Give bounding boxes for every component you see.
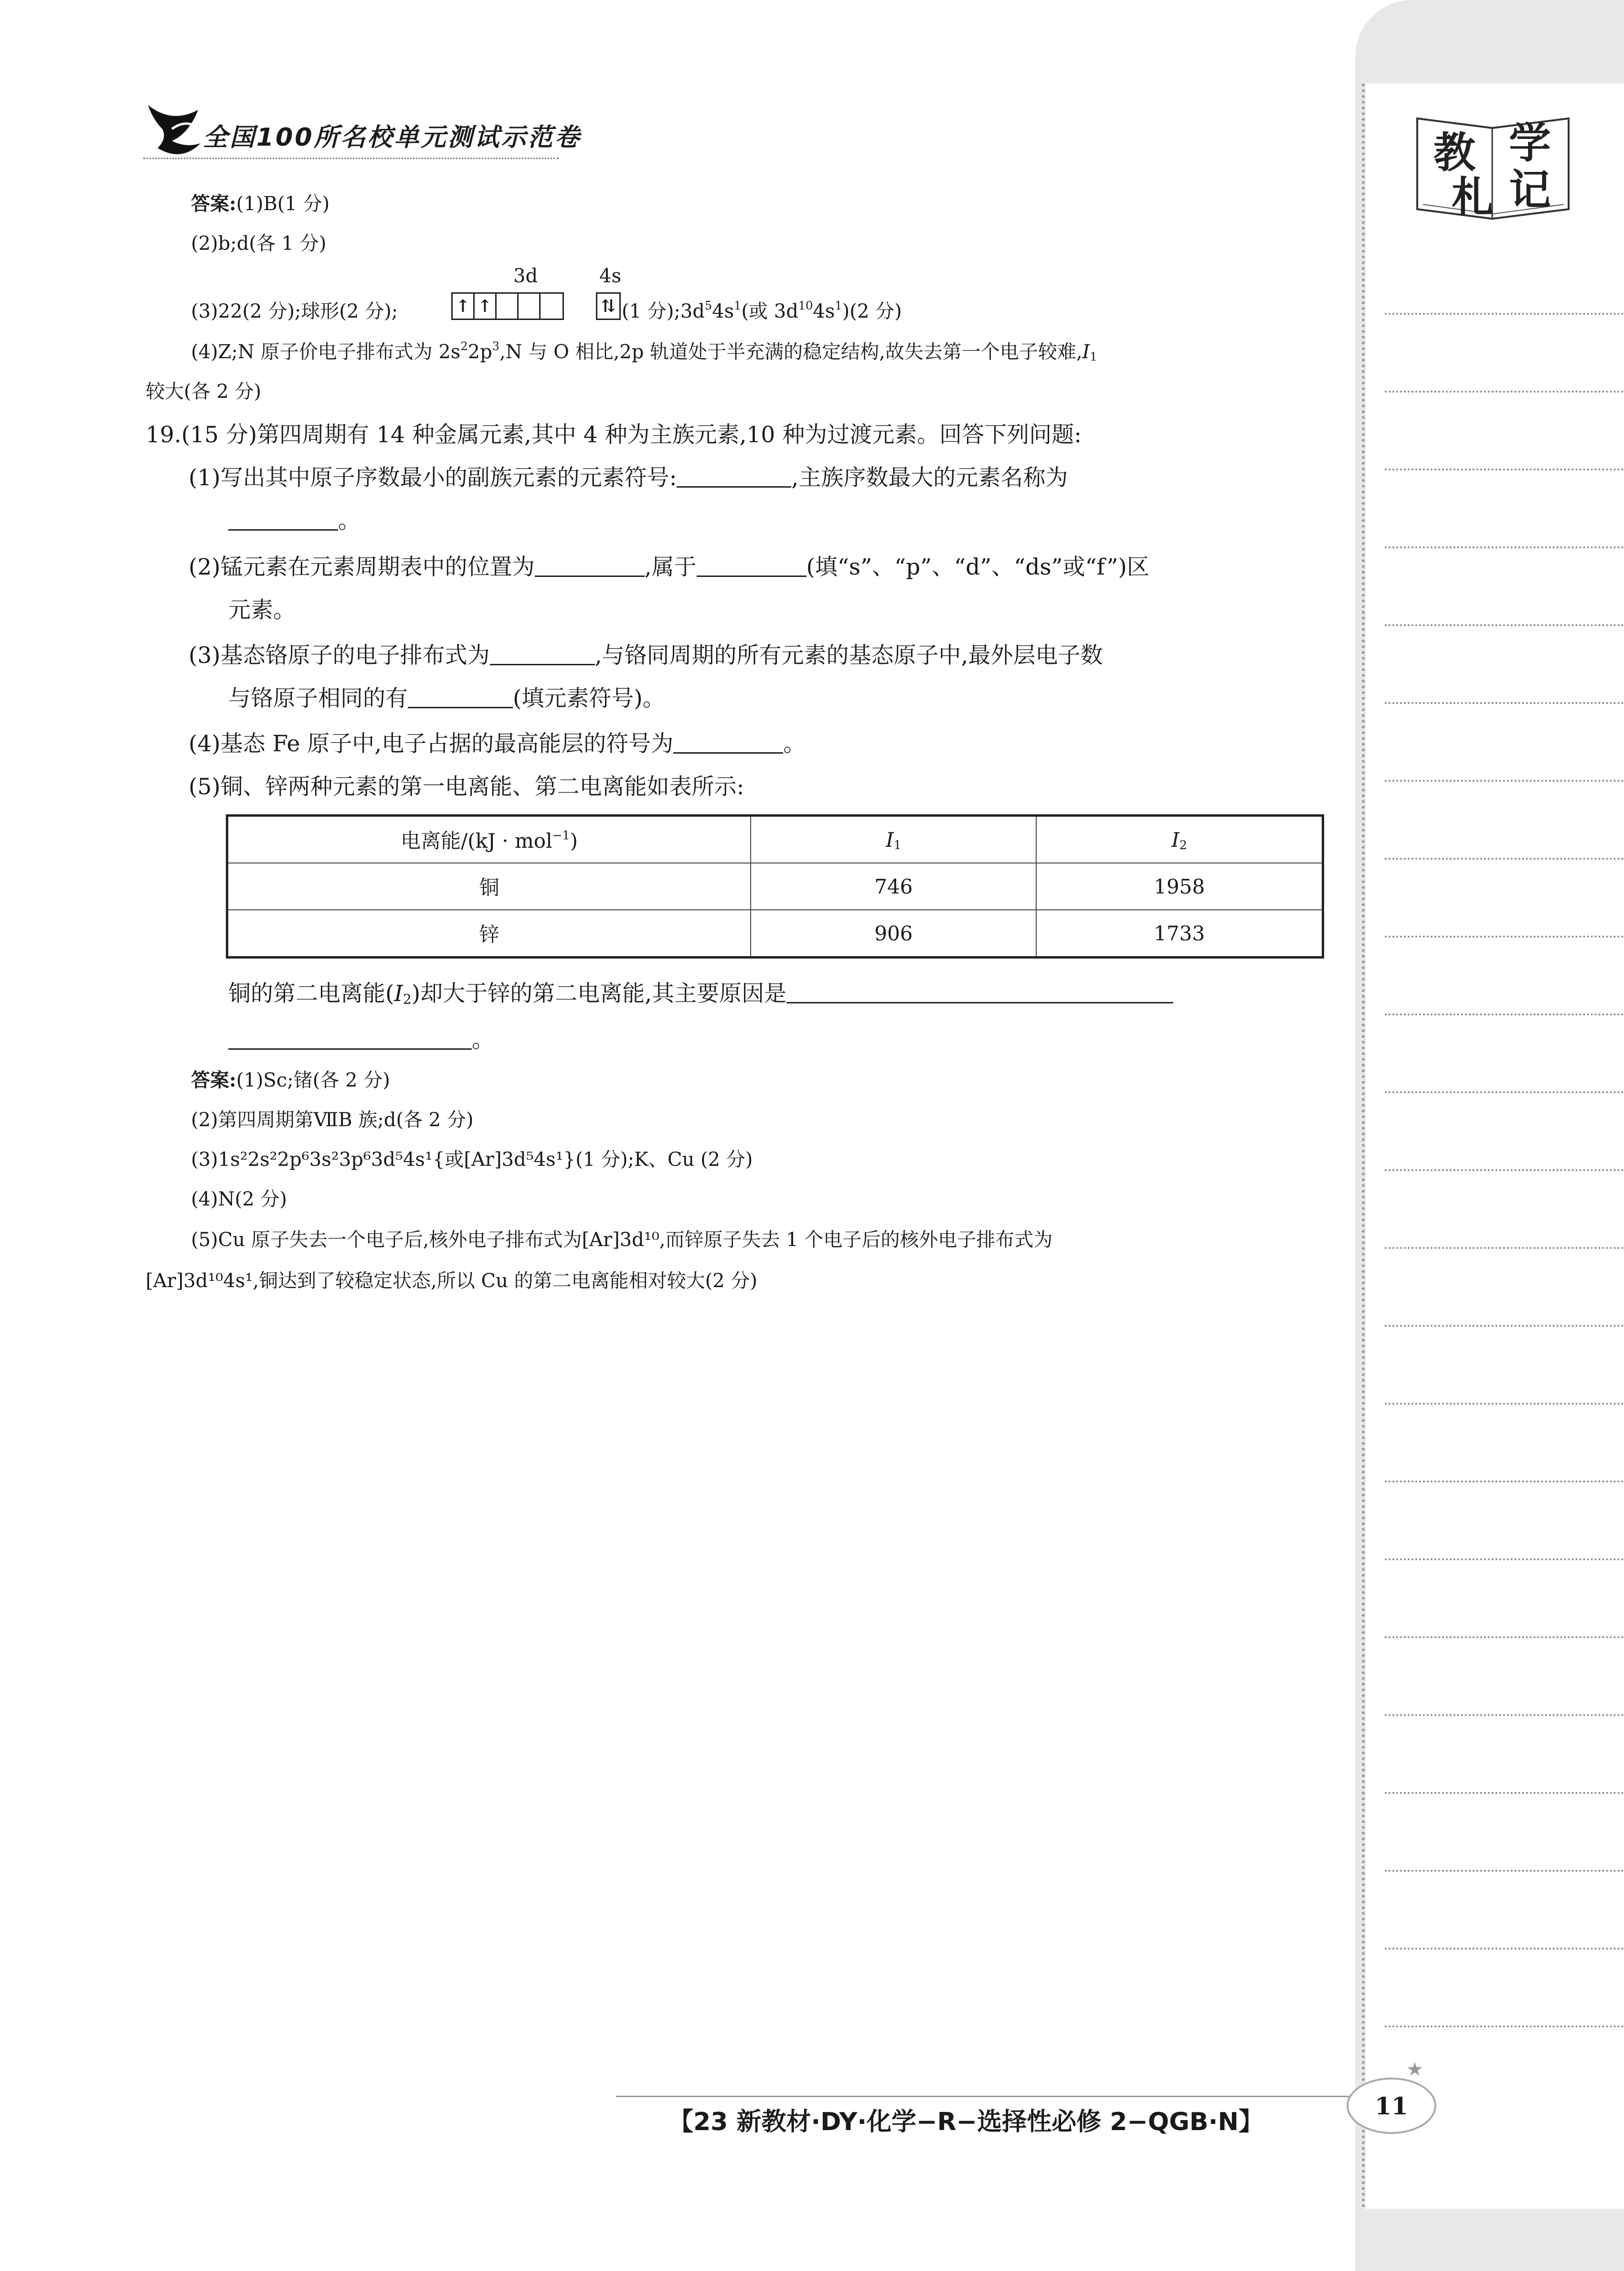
table-header-label: 电离能/(kJ · mol$^{-1}$)	[227, 816, 751, 864]
orbital-box-4s	[596, 292, 621, 320]
badge-char-1: 教	[1433, 128, 1476, 177]
answer18-p4-line1: (4)Z;N 原子价电子排布式为 $2s^22p^3,N$ 与 O 相比,2p 轨道处于半充满的稳定结构,故失去第一个电子较难$,I_1$	[191, 340, 1097, 363]
q19-part2-cont: 元素。	[228, 597, 296, 623]
footer-divider	[616, 2096, 1351, 2097]
orbital-cell	[519, 294, 541, 319]
answer19-p3: (3)1s²2s²2p⁶3s²3p⁶3d⁵4s¹{或[Ar]3d⁵4s¹}(1 分);K、Cu (2 分)	[191, 1149, 753, 1171]
star-icon: ★	[1406, 2058, 1423, 2080]
answer-blank	[228, 509, 338, 530]
answer-blank	[673, 732, 783, 753]
table-cell-i2: 1733	[1036, 910, 1323, 958]
swallow-logo-icon	[143, 96, 205, 162]
answer-blank	[786, 981, 1173, 1003]
ionization-energy-table	[226, 814, 1324, 959]
answer19-p1: 答案:(1)Sc;锗(各 2 分)	[191, 1069, 390, 1091]
answer19-p2: (2)第四周期第ⅦB 族;d(各 2 分)	[191, 1109, 474, 1131]
answer19-p4: (4)N(2 分)	[191, 1188, 287, 1210]
answer-blank	[535, 555, 645, 576]
answer18-p4-line2: 较大(各 2 分)	[146, 381, 262, 403]
notes-panel	[1355, 0, 1624, 2271]
answer-blank	[408, 686, 513, 708]
header-divider	[143, 158, 559, 159]
notes-badge	[1413, 109, 1573, 224]
q19-part2: (2)锰元素在元素周期表中的位置为 ,属于 (填“s”、“p”、“d”、“ds”或“f”)区	[189, 554, 1149, 580]
orbital-cell	[541, 294, 563, 319]
orbital-box-3d	[451, 292, 564, 320]
orbital-3d-label: 3d	[513, 265, 538, 287]
answer-blank	[697, 555, 807, 576]
answer-blank	[228, 1028, 472, 1049]
footer-code: 【23 新教材·DY·化学−R−选择性必修 2−QGB·N】	[669, 2108, 1263, 2136]
q19-part1: (1)写出其中原子序数最小的副族元素的元素符号: ,主族序数最大的元素名称为	[189, 465, 1068, 491]
q19-part5-follow-cont: 。	[228, 1022, 494, 1054]
orbital-4s-label: 4s	[599, 265, 621, 287]
badge-char-4: 记	[1509, 165, 1551, 214]
answer-label: 答案:	[191, 192, 236, 215]
q19-part3: (3)基态铬原子的电子排布式为 ,与铬同周期的所有元素的基态原子中,最外层电子数	[189, 642, 1103, 669]
table-row	[227, 910, 1323, 958]
answer19-p5-line2: [Ar]3d¹⁰4s¹,铜达到了较稳定状态,所以 Cu 的第二电离能相对较大(2 分)	[146, 1270, 757, 1292]
answer-blank	[490, 643, 595, 665]
orbital-cell: ⇅	[601, 296, 616, 316]
q19-part5-follow: 铜的第二电离能$(I_2)$却大于锌的第二电离能,其主要原因是	[228, 976, 1173, 1008]
dotted-spine	[1362, 84, 1365, 2209]
orbital-cell: ↑	[475, 294, 497, 319]
answer-blank	[677, 466, 791, 487]
q19-part1-cont: 。	[228, 503, 361, 535]
table-header-row	[227, 816, 1323, 864]
badge-char-2: 学	[1509, 118, 1551, 168]
table-header-i2: $I_2$	[1036, 816, 1323, 864]
series-title: 全国100所名校单元测试示范卷	[203, 123, 582, 152]
page-number: 11	[1347, 2078, 1436, 2134]
q19-part3-cont: 与铬原子相同的有 (填元素符号)。	[228, 685, 665, 712]
table-header-i1: $I_1$	[751, 816, 1036, 864]
answer19-p5-line1: (5)Cu 原子失去一个电子后,核外电子排布式为[Ar]3d¹⁰,而锌原子失去 1 个电子后的核外电子排布式为	[191, 1229, 1053, 1251]
table-cell-i1: 746	[751, 863, 1036, 910]
answer18-p1: 答案:(1)B(1 分)	[191, 192, 330, 215]
table-cell-i2: 1958	[1036, 863, 1323, 910]
table-row	[227, 863, 1323, 910]
orbital-cell: ↑	[453, 294, 475, 319]
answer18-p3-prefix: (3)22(2 分);球形(2 分);	[191, 300, 398, 322]
q19-part5: (5)铜、锌两种元素的第一电离能、第二电离能如表所示:	[189, 774, 744, 800]
answer18-p3-suffix: (1 分)$;3d^54s^1$(或 $3d^{10}4s^1)(2$ 分)	[622, 299, 902, 322]
table-cell-element: 铜	[227, 863, 751, 910]
answer18-p2: (2)b;d(各 1 分)	[191, 233, 327, 255]
q19-part4: (4)基态 Fe 原子中,电子占据的最高能层的符号为 。	[189, 731, 806, 757]
table-cell-element: 锌	[227, 910, 751, 958]
orbital-cell	[497, 294, 519, 319]
badge-char-3: 札	[1452, 172, 1494, 222]
q19-stem: 19.(15 分)第四周期有 14 种金属元素,其中 4 种为主族元素,10 种为过渡元素。回答下列问题:	[146, 422, 1082, 448]
table-cell-i1: 906	[751, 910, 1036, 958]
